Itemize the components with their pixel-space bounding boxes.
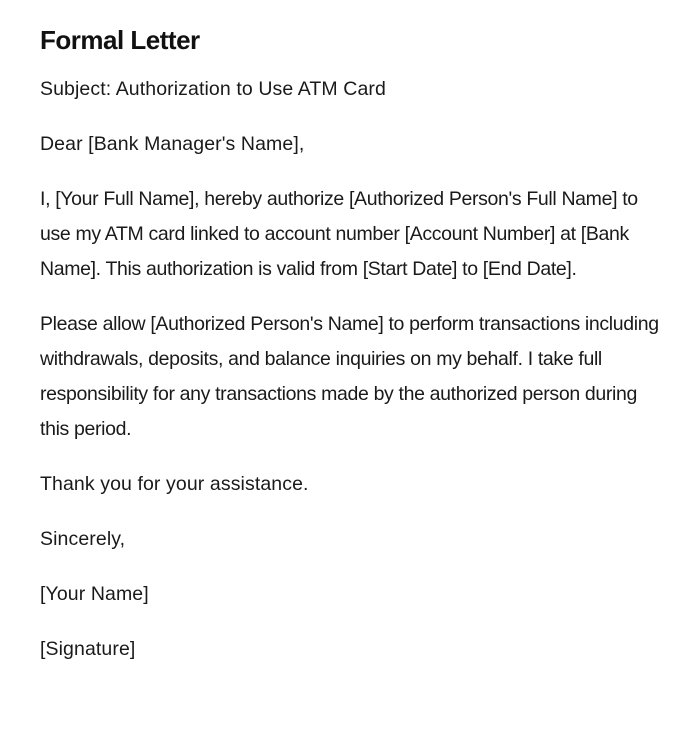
thanks-line: Thank you for your assistance. bbox=[40, 473, 309, 495]
subject-line: Subject: Authorization to Use ATM Card bbox=[40, 78, 386, 100]
body-paragraph-authorization: I, [Your Full Name], hereby authorize [Authorized Person's Full Name] to use my ATM card linked to account number [Account Number] at [Bank Name]. This authorization is valid from [Start Date] to [End Date]. bbox=[40, 188, 638, 280]
signature: [Signature] bbox=[40, 638, 136, 660]
document-title: Formal Letter bbox=[40, 25, 200, 55]
closing: Sincerely, bbox=[40, 528, 126, 550]
body-paragraph-permissions: Please allow [Authorized Person's Name] to perform transactions including withdrawals, deposits, and balance inquiries on my behalf. I take full responsibility for any transactions made by the authorized person during this period. bbox=[40, 313, 659, 440]
sender-name: [Your Name] bbox=[40, 583, 149, 605]
salutation: Dear [Bank Manager's Name], bbox=[40, 133, 305, 155]
